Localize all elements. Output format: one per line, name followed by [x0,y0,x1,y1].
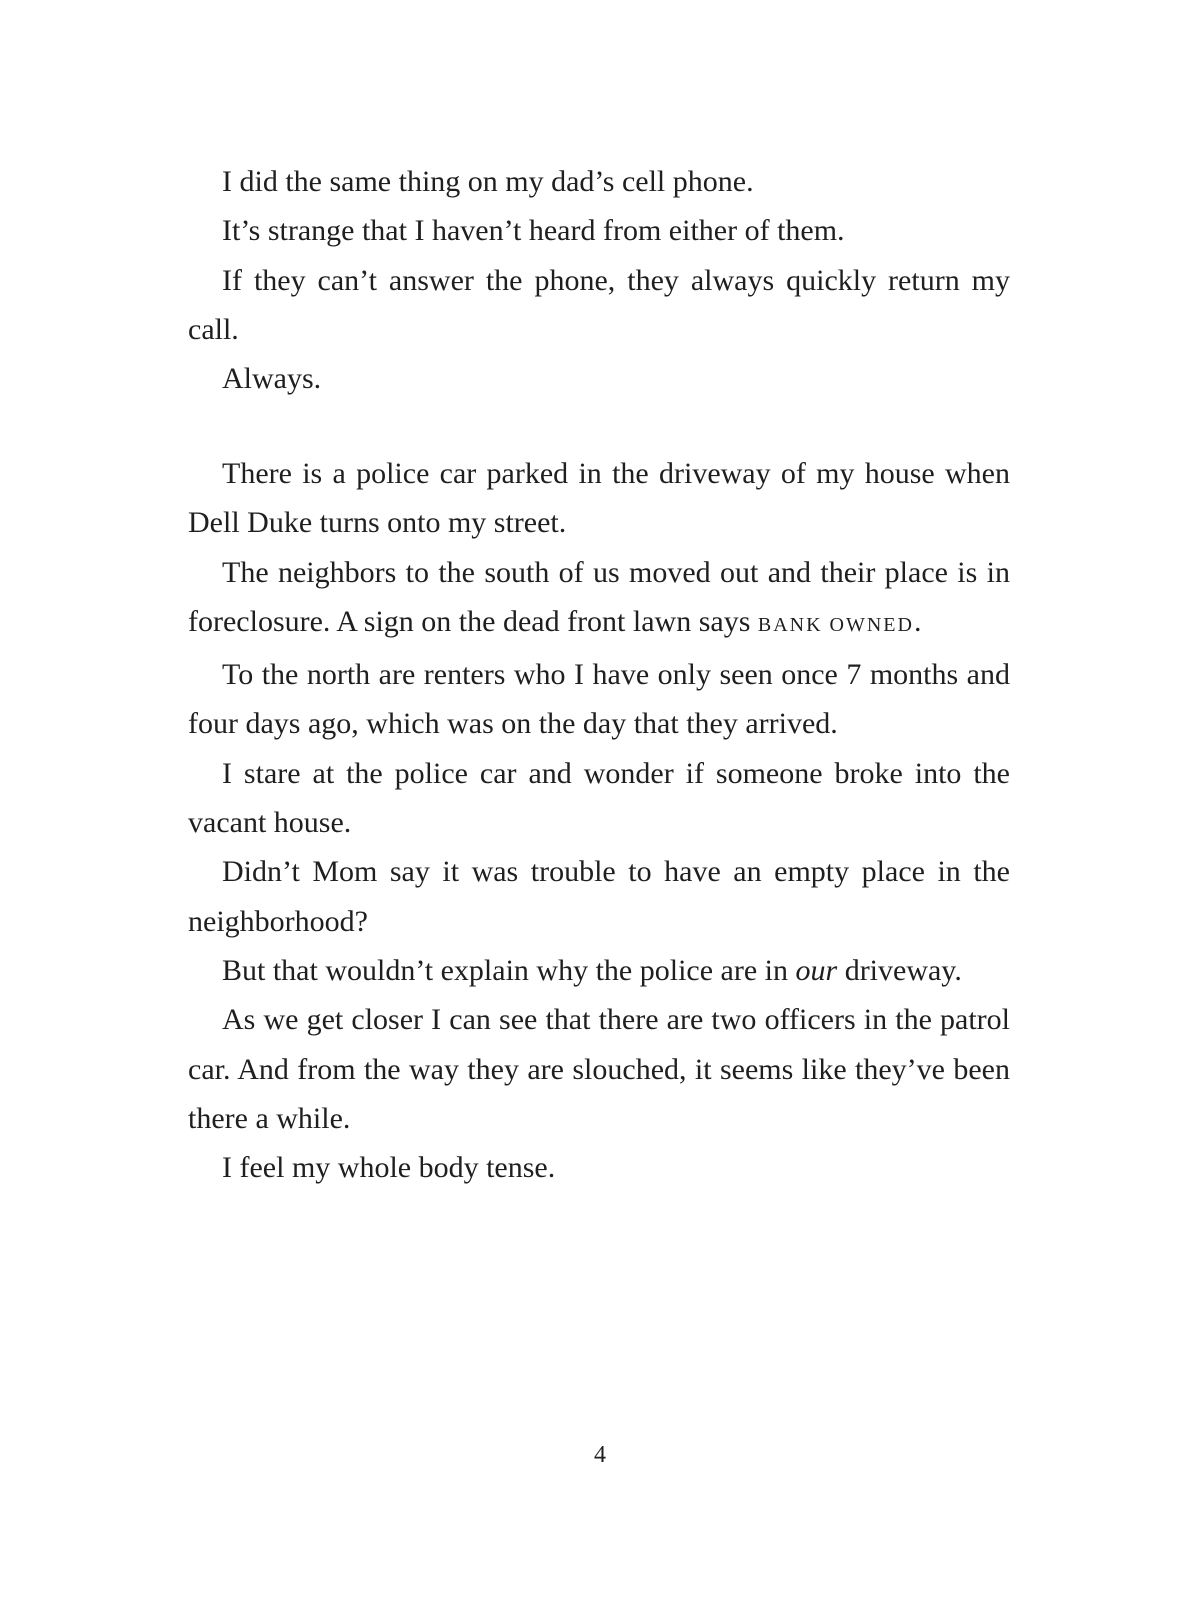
paragraph: To the north are renters who I have only seen once 7 months and four days ago, which was on the day that they arrived. [188,658,1010,741]
sign-text: BANK OWNED [757,613,914,636]
paragraph: It’s strange that I haven’t heard from either of them. [222,214,845,248]
paragraph-text: The neighbors to the south of us moved out and their place is in foreclosure. A sign on the dead front lawn says [188,555,1010,638]
paragraph-text: . [913,604,922,638]
paragraph: There is a police car parked in the driveway of my house when Dell Duke turns onto my street. [188,457,1010,540]
paragraph-text: But that wouldn’t explain why the police are in [222,953,796,987]
section-one [188,157,1010,403]
page-number: 4 [594,1442,606,1468]
paragraph: I did the same thing on my dad’s cell phone. [222,165,754,198]
paragraph [188,548,1010,651]
paragraph: If they can’t answer the phone, they always quickly return my call. [188,263,1010,346]
paragraph: Didn’t Mom say it was trouble to have an empty place in the neighborhood? [188,855,1010,938]
paragraph: I feel my whole body tense. [222,1151,556,1185]
section-two [188,449,1010,1192]
paragraph: Always. [222,362,322,396]
paragraph [188,946,1010,995]
emphasis-text: our [795,953,838,987]
paragraph: As we get closer I can see that there are two officers in the patrol car. And from the way they are slouched, it seems like they’ve been there a while. [188,1003,1010,1135]
paragraph: I stare at the police car and wonder if someone broke into the vacant house. [188,756,1010,840]
paragraph-text: driveway. [837,953,962,987]
